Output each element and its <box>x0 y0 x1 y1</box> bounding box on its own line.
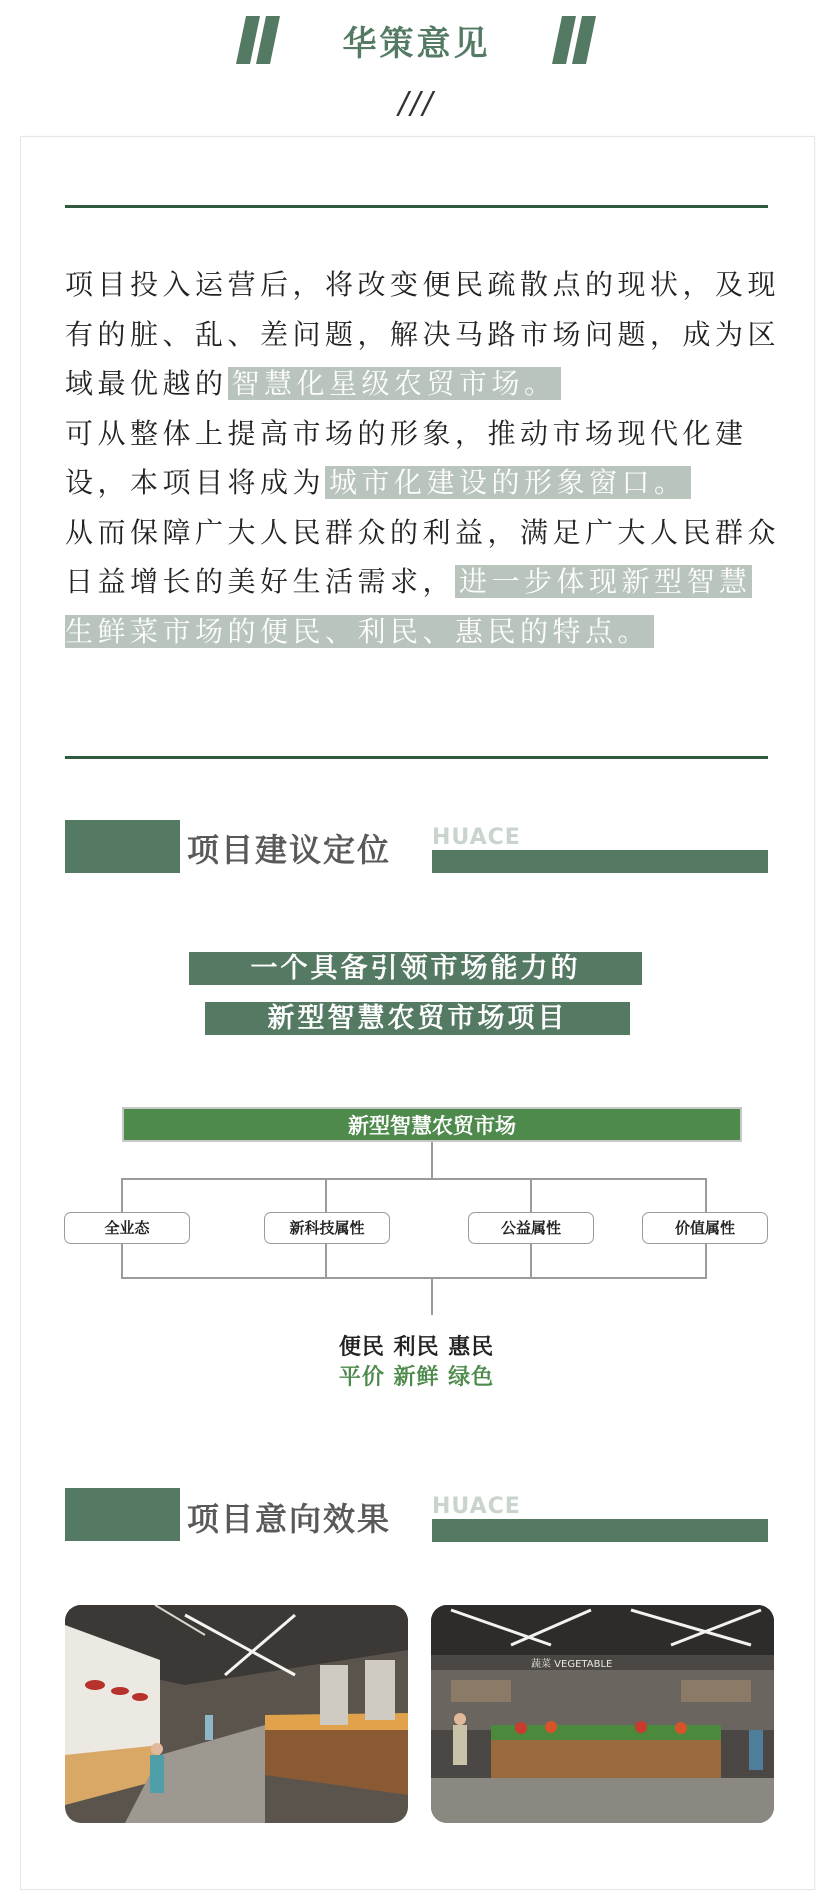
bottom-rule <box>65 756 768 759</box>
section2-title: 项目意向效果 <box>187 1500 392 1538</box>
diagram-line-rise-4 <box>705 1244 707 1278</box>
section1-bar <box>432 850 768 873</box>
diagram-item-full-format: 全业态 <box>64 1212 190 1244</box>
diagram-benefits-line-1: 便民 利民 惠民 <box>338 1335 495 1360</box>
intro-text-2: 可从整体上提高市场的形象，推动市场现代化建设，本项目将成为 <box>65 416 748 499</box>
section2-bar <box>432 1519 768 1542</box>
diagram-line-bottom-horizontal <box>121 1277 707 1279</box>
intro-paragraph <box>65 260 780 656</box>
intro-text-1: 项目投入运营后，将改变便民疏散点的现状，及现有的脏、乱、差问题，解决马路市场问题，成为区域最优越的 <box>65 268 781 400</box>
diagram-line-trunk-top <box>431 1142 433 1179</box>
market-photo-right <box>431 1605 774 1823</box>
diagram-line-drop-2 <box>325 1178 327 1212</box>
slogan-line-2: 新型智慧农贸市场项目 <box>205 1002 630 1035</box>
diagram-line-trunk-bottom <box>431 1277 433 1315</box>
diagram-line-drop-3 <box>530 1178 532 1212</box>
diagram-top-box: 新型智慧农贸市场 <box>122 1107 742 1142</box>
market-photo-left <box>65 1605 408 1823</box>
intro-highlight-2: 城市化建设的形象窗口。 <box>325 466 691 499</box>
section1-tag: HUACE <box>432 825 521 850</box>
diagram-line-drop-4 <box>705 1178 707 1212</box>
intro-text-3: 从而保障广大人民群众的利益，满足广大人民群众日益增长的美好生活需求， <box>65 515 781 598</box>
diagram-item-tech: 新科技属性 <box>264 1212 390 1244</box>
vegetable-sign: 蔬菜 VEGETABLE <box>531 1659 613 1670</box>
header-divider-slashes: /// <box>398 86 435 121</box>
section2-tag: HUACE <box>432 1494 521 1519</box>
section1-block <box>65 820 180 873</box>
section2-block <box>65 1488 180 1541</box>
intro-highlight-1: 智慧化星级农贸市场。 <box>228 367 561 400</box>
diagram-line-rise-2 <box>325 1244 327 1278</box>
page-title: 华策意见 <box>342 24 491 64</box>
diagram-line-rise-3 <box>530 1244 532 1278</box>
diagram-benefits-line-2: 平价 新鲜 绿色 <box>338 1365 495 1390</box>
slogan-line-1: 一个具备引领市场能力的 <box>189 952 642 985</box>
top-rule <box>65 205 768 208</box>
section1-title: 项目建议定位 <box>187 831 392 869</box>
diagram-line-rise-1 <box>121 1244 123 1278</box>
intro-highlight-3: 进一步体现新型智慧生鲜菜市场的便民、利民、惠民的特点。 <box>65 565 752 648</box>
diagram-item-public-welfare: 公益属性 <box>468 1212 594 1244</box>
diagram-line-top-horizontal <box>121 1178 707 1180</box>
diagram-item-value: 价值属性 <box>642 1212 768 1244</box>
diagram-line-drop-1 <box>121 1178 123 1212</box>
